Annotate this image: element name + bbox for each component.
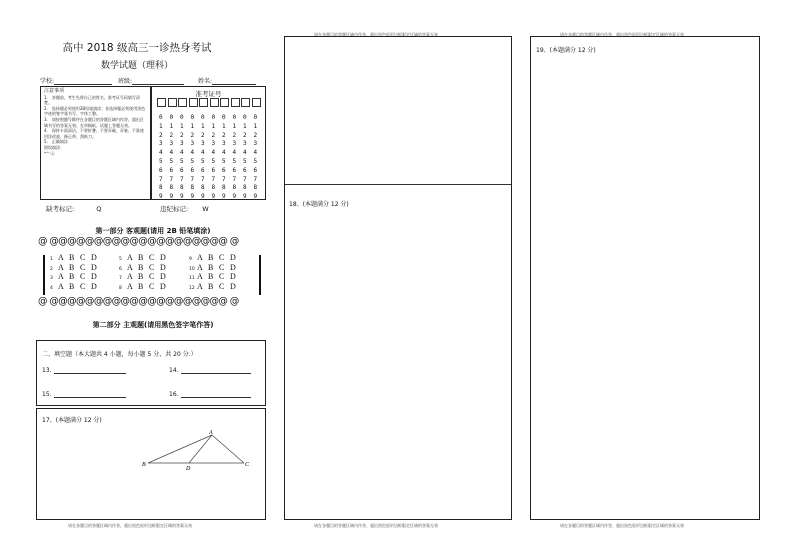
exam-number-bubble[interactable]: 2 [169,131,174,139]
exam-number-cell[interactable] [178,98,187,107]
timing-marks-bottom: @ @@@@@@@@@@@@@@@@@@@@ @ [38,296,239,307]
class-field[interactable]: 班级: [118,76,184,85]
answer-bubble[interactable]: C [80,272,86,281]
exam-number-bubble[interactable]: 2 [253,131,258,139]
question-number: 7 [119,276,122,281]
exam-number-bubble[interactable]: 4 [201,149,205,157]
exam-number-bubble[interactable]: 7 [253,175,258,183]
exam-number-bubble[interactable]: 7 [211,175,216,183]
objective-question-row [189,253,241,262]
exam-number-bubble[interactable]: 1 [180,122,184,130]
exam-number-bubble[interactable]: 3 [159,140,163,148]
exam-number-bubble[interactable]: 0 [180,114,184,121]
answer-bubble[interactable]: A [197,272,203,281]
exam-number-bubble[interactable]: 6 [232,166,237,174]
answer-bubble[interactable]: C [219,262,225,272]
violation-mark[interactable]: 违纪标记: W [160,205,209,213]
exam-number-bubble[interactable]: 7 [180,175,184,183]
exam-number-bubble[interactable]: 5 [232,158,237,165]
q14-answer[interactable]: 14. [169,367,251,374]
name-field[interactable]: 姓名: [198,76,256,85]
q16-answer[interactable]: 16. [169,391,251,398]
answer-bubble[interactable]: D [230,253,236,262]
answer-bubble[interactable]: C [149,281,155,291]
exam-number-bubble[interactable]: 4 [190,149,195,157]
vertex-label-b: B [142,462,146,468]
exam-number-bubble[interactable]: 9 [211,193,216,201]
exam-number-bubble[interactable]: 9 [169,193,174,201]
part1-title: 第一部分 客观题(请用 2B 铅笔填涂) [95,227,211,235]
exam-number-bubble[interactable]: 3 [169,140,174,148]
question-number: 10 [189,266,195,272]
school-field[interactable]: 学校: [40,76,112,85]
exam-number-bubble[interactable]: 7 [190,175,195,183]
warning-footer-col1: 请在各题目的答题区域内作答，超出黑色矩形边框限定区域的答案无效 [68,523,192,528]
exam-number-bubble[interactable]: 9 [222,193,226,201]
answer-bubble[interactable]: D [91,272,97,281]
exam-number-cell[interactable] [252,98,261,107]
exam-number-bubble[interactable]: 8 [190,184,195,192]
objective-question-row [189,282,241,291]
objective-question-row [50,253,102,262]
answer-bubble[interactable]: C [219,253,225,262]
exam-number-cell[interactable] [241,98,250,107]
exam-number-bubble[interactable]: 3 [253,140,258,148]
notes-item: 2. 选择题必须使用2B铅笔填涂；非选择题必须使用黑色字迹的签字笔书写，字体工整。 [44,105,146,117]
exam-number-bubble[interactable]: 7 [169,175,174,183]
timing-bar-right [259,255,261,295]
question-number: 2 [50,266,53,272]
exam-number-bubble[interactable]: 4 [159,149,163,157]
exam-number-bubble[interactable]: 3 [190,140,195,148]
exam-number-bubble[interactable]: 1 [232,122,237,130]
timing-bar-left [43,255,45,295]
exam-number-bubble[interactable]: 5 [190,158,195,165]
answer-bubble[interactable]: B [69,272,75,281]
answer-bubble[interactable]: D [160,253,166,262]
exam-number-bubble[interactable]: 9 [190,193,195,201]
warning-header-col3: 请在各题目的答题区域内作答，超出黑色矩形边框限定区域的答案无效 [560,32,684,37]
objective-question-row [50,282,102,291]
answer-bubble[interactable]: C [149,272,155,281]
exam-number-bubble[interactable]: 8 [243,184,247,192]
exam-number-bubble[interactable]: 8 [253,184,258,192]
q15-answer[interactable]: 15. [42,391,126,398]
exam-number-bubble[interactable]: 8 [159,184,163,192]
objective-question-row [50,272,102,281]
exam-number-bubble[interactable]: 5 [243,158,247,165]
notes-item: 4. 保持卡面清洁，不要折叠、不要弄破、弄皱，不准使用涂改液、修正带、刮纸刀。 [44,128,144,139]
exam-number-bubble[interactable]: 4 [180,149,184,157]
notes-item: 1. 答题前，考生先将自己的姓名、准考证号码填写清楚。 [44,94,140,106]
exam-number-bubble[interactable]: 1 [169,122,174,130]
q18-title: 18、(本题满分 12 分) [289,201,349,208]
exam-number-bubble[interactable]: 6 [180,166,184,174]
exam-number-bubble[interactable]: 8 [180,184,184,192]
answer-bubble[interactable]: D [160,272,166,281]
answer-bubble[interactable]: B [69,253,75,262]
exam-subtitle: 数学试题（理科） [100,61,173,71]
notes-box [40,86,151,200]
answer-bubble[interactable]: A [127,281,133,291]
answer-bubble[interactable]: B [138,253,144,262]
vertex-label-d: D [186,466,191,472]
exam-number-bubble[interactable]: 4 [169,149,174,157]
exam-number-bubble[interactable]: 1 [211,122,216,130]
notes-item: *^·ⓐ [44,150,55,156]
q19-answer-area[interactable] [530,36,760,520]
exam-number-title: 准考证号 [195,90,222,98]
objective-question-row [50,263,102,272]
answer-bubble[interactable]: D [160,262,166,272]
fill-in-title: 二、填空题（本大题共 4 小题，每小题 5 分，共 20 分.） [42,351,197,358]
exam-number-bubble[interactable]: 1 [222,122,226,130]
exam-number-bubble[interactable]: 5 [159,158,163,165]
exam-number-bubble[interactable]: 6 [201,166,205,174]
question-number: 8 [119,285,122,291]
exam-number-bubble[interactable]: 9 [243,193,247,201]
question-number: 6 [119,266,122,272]
exam-number-bubble[interactable]: 7 [222,175,226,183]
exam-number-bubble[interactable]: 9 [180,193,184,201]
exam-number-bubble[interactable]: 2 [243,131,247,139]
objective-question-row [189,263,241,272]
answer-bubble[interactable]: C [219,281,225,291]
answer-bubble[interactable]: B [69,262,75,272]
vertex-label-c: C [245,462,250,468]
objective-question-row [119,282,171,291]
objective-question-row [119,272,171,281]
exam-number-bubble[interactable]: 3 [232,140,237,148]
exam-number-bubble[interactable]: 0 [232,114,237,121]
exam-number-cell[interactable] [168,98,177,107]
exam-number-cell[interactable] [157,98,166,107]
question-number: 11 [189,276,195,281]
fill-in-section [36,340,266,406]
exam-number-bubble[interactable]: 6 [211,166,216,174]
absent-mark-box[interactable]: Q [96,205,102,213]
exam-number-bubble[interactable]: 9 [201,193,205,201]
answer-bubble[interactable]: A [127,262,133,272]
exam-number-bubble[interactable]: 2 [190,131,195,139]
exam-number-bubble[interactable]: 4 [253,149,258,157]
exam-number-bubble[interactable]: 2 [211,131,216,139]
q13-answer[interactable]: 13. [42,367,126,374]
exam-number-bubble[interactable]: 5 [222,158,226,165]
exam-number-cell[interactable] [189,98,198,107]
exam-number-bubble[interactable]: 3 [222,140,226,148]
objective-question-row [119,253,171,262]
exam-number-bubble[interactable]: 6 [222,166,226,174]
exam-number-bubble[interactable]: 0 [169,114,174,121]
exam-number-bubble[interactable]: 1 [253,122,258,130]
vertex-label-a: A [209,430,213,436]
q19-title: 19、(本题满分 12 分) [536,47,596,54]
answer-bubble[interactable]: D [230,262,236,272]
question-number: 3 [50,276,53,281]
answer-bubble[interactable]: A [58,272,64,281]
part2-title: 第二部分 主观题(请用黑色签字笔作答) [92,321,214,329]
exam-number-bubble[interactable]: 0 [201,114,205,121]
answer-bubble[interactable]: D [91,281,97,291]
exam-number-bubble[interactable]: 6 [169,166,174,174]
objective-question-row [189,272,241,281]
exam-number-bubble[interactable]: 7 [243,175,247,183]
answer-bubble[interactable]: A [197,262,203,272]
exam-number-bubble[interactable]: 4 [243,149,247,157]
exam-number-bubble[interactable]: 4 [232,149,237,157]
answer-bubble[interactable]: A [58,281,64,291]
answer-bubble[interactable]: B [208,262,214,272]
exam-number-bubble[interactable]: 0 [243,114,247,121]
exam-number-bubble[interactable]: 1 [190,122,195,130]
exam-number-bubble[interactable]: 8 [222,184,226,192]
question-number: 12 [189,285,195,291]
exam-number-bubble[interactable]: 3 [211,140,216,148]
exam-number-bubble[interactable]: 0 [190,114,195,121]
exam-number-bubble[interactable]: 1 [159,122,163,130]
warning-footer-col2: 请在各题目的答题区域内作答，超出黑色矩形边框限定区域的答案无效 [314,523,438,528]
answer-bubble[interactable]: B [138,262,144,272]
exam-number-bubble[interactable]: 6 [243,166,247,174]
exam-number-bubble[interactable]: 8 [232,184,237,192]
violation-mark-box[interactable]: W [202,205,209,213]
answer-bubble[interactable]: B [208,253,214,262]
exam-number-bubble[interactable]: 6 [159,166,163,174]
answer-bubble[interactable]: D [160,281,166,291]
answer-bubble[interactable]: A [58,253,64,262]
exam-number-bubble[interactable]: 3 [243,140,247,148]
notes-item: 3. 请按照题号顺序在各题目的答题区域内作答，超出区域书写的答案无效；在草稿纸、试题上答题无效。 [44,116,144,128]
exam-number-bubble[interactable]: 2 [201,131,205,139]
answer-bubble[interactable]: D [230,272,236,281]
exam-number-bubble[interactable]: 0 [211,114,216,121]
answer-bubble[interactable]: D [91,253,97,262]
exam-number-cell[interactable] [231,98,240,107]
question-number: 1 [50,257,53,262]
answer-bubble[interactable]: D [91,262,97,272]
q17-continued-area[interactable] [285,37,511,183]
notes-item: 错误填涂： [44,144,64,150]
exam-number-bubble[interactable]: 8 [169,184,174,192]
answer-bubble[interactable]: C [219,272,225,281]
question-number: 5 [119,257,122,262]
exam-number-bubble[interactable]: 7 [159,175,163,183]
answer-bubble[interactable]: C [80,281,86,291]
exam-number-bubble[interactable]: 9 [159,193,163,201]
exam-number-bubble[interactable]: 2 [180,131,184,139]
answer-bubble[interactable]: C [80,253,86,262]
q17-answer-area[interactable] [36,408,266,520]
exam-number-bubble[interactable]: 8 [201,184,205,192]
notes-item: 5. 正确填涂 [44,139,68,145]
exam-title: 高中 2018 级高三一诊热身考试 [62,42,212,54]
answer-bubble[interactable]: B [138,272,144,281]
exam-number-bubble[interactable]: 3 [201,140,205,148]
absent-mark[interactable]: 缺考标记: Q [46,205,102,213]
triangle-figure [137,429,257,477]
exam-number-bubble[interactable]: 5 [180,158,184,165]
exam-number-bubble[interactable]: 7 [201,175,205,183]
objective-question-row [119,263,171,272]
answer-bubble[interactable]: C [149,262,155,272]
q18-answer-area[interactable] [285,185,511,519]
exam-number-bubble[interactable]: 1 [243,122,247,130]
notes-heading: 注意事项 [44,88,65,94]
exam-number-bubble[interactable]: 0 [222,114,226,121]
answer-bubble[interactable]: A [197,253,203,262]
exam-number-bubble[interactable]: 6 [253,166,258,174]
question-number: 4 [50,285,53,291]
exam-number-bubble[interactable]: 1 [201,122,205,130]
answer-bubble[interactable]: A [58,262,64,272]
exam-number-bubble[interactable]: 4 [211,149,216,157]
exam-number-bubble[interactable]: 2 [159,131,163,139]
exam-number-bubble[interactable]: 7 [232,175,237,183]
answer-bubble[interactable]: B [208,281,214,291]
q17-title: 17、(本题满分 12 分) [42,417,102,424]
answer-bubble[interactable]: C [149,253,155,262]
exam-number-cell[interactable] [199,98,208,107]
answer-bubble[interactable]: B [69,281,75,291]
answer-bubble[interactable]: B [208,272,214,281]
exam-number-bubble[interactable]: 0 [159,114,163,121]
question-number: 9 [189,257,192,262]
exam-number-bubble[interactable]: 5 [169,158,174,165]
exam-number-bubble[interactable]: 8 [211,184,216,192]
exam-number-bubble[interactable]: 9 [232,193,237,201]
warning-footer-col3: 请在各题目的答题区域内作答，超出黑色矩形边框限定区域的答案无效 [560,523,684,528]
exam-number-bubble[interactable]: 3 [180,140,184,148]
exam-number-cell[interactable] [220,98,229,107]
exam-number-bubble[interactable]: 5 [253,158,258,165]
exam-number-bubble[interactable]: 9 [253,193,258,201]
notes-list [41,87,150,158]
exam-number-bubble[interactable]: 5 [211,158,216,165]
exam-number-bubble[interactable]: 2 [232,131,237,139]
exam-number-bubble[interactable]: 4 [222,149,226,157]
answer-bubble[interactable]: B [138,281,144,291]
exam-number-bubble[interactable]: 2 [222,131,226,139]
exam-number-bubble[interactable]: 5 [201,158,205,165]
answer-bubble[interactable]: A [127,272,133,281]
exam-number-cell[interactable] [210,98,219,107]
exam-number-bubble[interactable]: 6 [190,166,195,174]
exam-number-bubble[interactable]: 0 [253,114,258,121]
timing-marks-top: @ @@@@@@@@@@@@@@@@@@@@ @ [38,236,239,247]
answer-bubble[interactable]: D [230,281,236,291]
answer-bubble[interactable]: A [127,253,133,262]
warning-header-col2: 请在各题目的答题区域内作答，超出黑色矩形边框限定区域的答案无效 [314,32,438,37]
answer-bubble[interactable]: A [197,281,203,291]
answer-bubble[interactable]: C [80,262,86,272]
